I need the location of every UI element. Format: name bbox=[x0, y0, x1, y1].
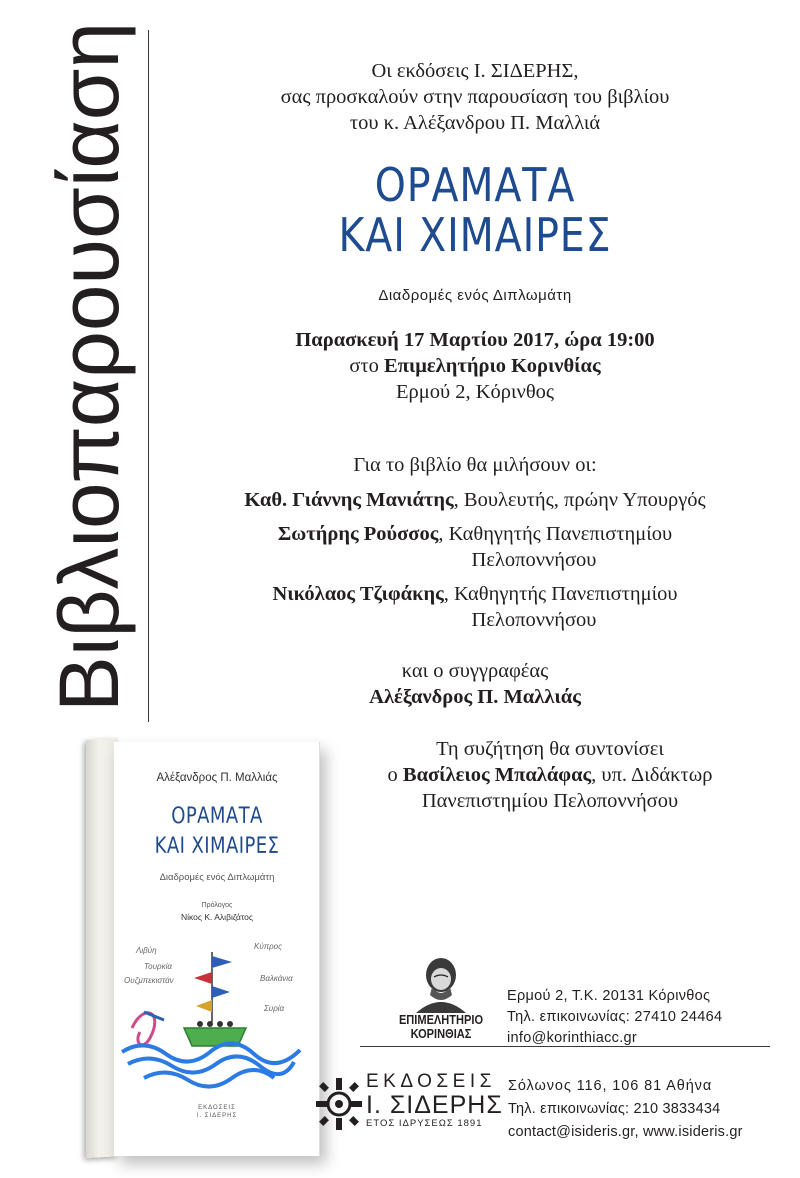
chamber-address: Ερμού 2, Τ.Κ. 20131 Κόρινθος bbox=[507, 988, 711, 1004]
cover-subtitle: Διαδρομές ενός Διπλωμάτη bbox=[159, 872, 275, 883]
venue-prefix: στο bbox=[349, 355, 385, 377]
chamber-logo-line-2: ΚΟΡΙΝΘΙΑΣ bbox=[410, 1026, 472, 1041]
moderator-block bbox=[290, 736, 800, 814]
cover-prologue-name: Νίκος Κ. Αλιβιζάτος bbox=[180, 912, 254, 922]
author-block bbox=[150, 658, 800, 710]
publisher-contact: contact@isideris.gr, www.isideris.gr bbox=[508, 1124, 743, 1140]
cover-place-6: Συρία bbox=[264, 1004, 285, 1013]
speaker-3 bbox=[150, 581, 800, 607]
cover-author: Αλέξανδρος Π. Μαλλιάς bbox=[156, 772, 278, 784]
moderator-line-1: Τη συζήτηση θα συντονίσει bbox=[436, 738, 664, 760]
book-image bbox=[70, 740, 340, 1160]
cover-publisher bbox=[114, 1104, 320, 1120]
publisher-logo bbox=[366, 1072, 504, 1130]
book-title bbox=[150, 160, 800, 260]
publisher-phone: Τηλ. επικοινωνίας: 210 3833434 bbox=[508, 1101, 721, 1117]
chamber-phone: Τηλ. επικοινωνίας: 27410 24464 bbox=[507, 1009, 723, 1025]
publisher-logo-line-1: ΕΚΔΟΣΕΙΣ bbox=[366, 1071, 496, 1092]
invitation-text bbox=[150, 58, 800, 136]
cover-title-2: ΚΑΙ ΧΙΜΑΙΡΕΣ bbox=[154, 834, 280, 859]
speaker-2-role-2: Πελοποννήσου bbox=[471, 549, 597, 571]
cover-publisher-1: ΕΚΔΟΣΕΙΣ bbox=[198, 1105, 236, 1111]
moderator-prefix: ο bbox=[387, 764, 403, 786]
cover-place-4: Κύπρος bbox=[254, 942, 283, 951]
invite-line-1: Οι εκδόσεις Ι. ΣΙΔΕΡΗΣ, bbox=[371, 60, 579, 82]
chamber-bust-icon bbox=[386, 955, 496, 1015]
speaker-2-name: Σωτήρης Ρούσσος bbox=[277, 523, 439, 545]
chamber-email: info@korinthiacc.gr bbox=[507, 1030, 638, 1046]
speaker-3-name: Νικόλαος Τζιφάκης bbox=[272, 583, 444, 605]
publisher-logo-line-2: Ι. ΣΙΔΕΡΗΣ bbox=[366, 1091, 503, 1119]
publisher-logo-line-3: ΕΤΟΣ ΙΔΡΥΣΕΩΣ 1891 bbox=[366, 1118, 483, 1129]
cover-prologue-label: Πρόλογος bbox=[201, 902, 233, 909]
speaker-2-role: , Καθηγητής Πανεπιστημίου bbox=[438, 523, 673, 545]
speaker-1-role: , Βουλευτής, πρώην Υπουργός bbox=[453, 489, 706, 511]
book-subtitle: Διαδρομές ενός Διπλωμάτη bbox=[378, 287, 572, 304]
cover-place-5: Βαλκάνια bbox=[260, 974, 293, 983]
event-address: Ερμού 2, Κόρινθος bbox=[395, 381, 555, 403]
invite-line-2: σας προσκαλούν στην παρουσίαση του βιβλίου bbox=[280, 86, 670, 108]
author-name: Αλέξανδρος Π. Μαλλιάς bbox=[369, 686, 581, 708]
event-venue-line bbox=[150, 353, 800, 379]
speaker-2 bbox=[150, 521, 800, 547]
speakers-intro: Για το βιβλίο θα μιλήσουν οι: bbox=[353, 454, 597, 476]
publisher-emblem-icon bbox=[314, 1072, 364, 1136]
book-title-line-2: ΚΑΙ ΧΙΜΑΙΡΕΣ bbox=[338, 208, 612, 262]
side-title bbox=[20, 0, 140, 730]
cover-illustration bbox=[114, 942, 320, 1092]
cover-place-1: Λιβύη bbox=[136, 946, 157, 955]
speaker-3-role: , Καθηγητής Πανεπιστημίου bbox=[443, 583, 678, 605]
moderator-name: Βασίλειος Μπαλάφας bbox=[402, 764, 592, 786]
publisher-address: Σόλωνος 116, 106 81 Αθήνα bbox=[508, 1078, 713, 1094]
cover-place-3: Ουζμπεκιστάν bbox=[124, 976, 174, 985]
event-venue: Επιμελητήριο Κορινθίας bbox=[384, 355, 601, 377]
moderator-line-2 bbox=[290, 762, 800, 788]
moderator-suffix: , υπ. Διδάκτωρ bbox=[591, 764, 713, 786]
moderator-line-3: Πανεπιστημίου Πελοποννήσου bbox=[421, 790, 679, 812]
vertical-divider bbox=[148, 30, 149, 722]
event-details bbox=[150, 327, 800, 405]
side-title-text: Βιβλιοπαρουσίαση bbox=[42, 19, 136, 712]
footer-divider bbox=[360, 1046, 770, 1047]
cover-place-2: Τουρκία bbox=[144, 962, 172, 971]
chamber-logo-line-1: ΕΠΙΜΕΛΗΤΗΡΙΟ bbox=[398, 1012, 484, 1027]
book-cover bbox=[114, 742, 320, 1156]
cover-title-1: ΟΡΑΜΑΤΑ bbox=[171, 804, 263, 829]
speaker-1-name: Καθ. Γιάννης Μανιάτης bbox=[244, 489, 454, 511]
author-intro: και ο συγγραφέας bbox=[401, 660, 549, 682]
book-title-line-1: ΟΡΑΜΑΤΑ bbox=[374, 158, 576, 212]
cover-publisher-2: Ι. ΣΙΔΕΡΗΣ bbox=[196, 1113, 238, 1119]
event-datetime: Παρασκευή 17 Μαρτίου 2017, ώρα 19:00 bbox=[295, 329, 655, 351]
speaker-1 bbox=[150, 487, 800, 513]
speakers-list bbox=[150, 487, 800, 633]
chamber-logo bbox=[386, 955, 496, 1045]
speaker-3-role-2: Πελοποννήσου bbox=[471, 609, 597, 631]
invite-line-3: του κ. Αλέξανδρου Π. Μαλλιά bbox=[349, 112, 601, 134]
